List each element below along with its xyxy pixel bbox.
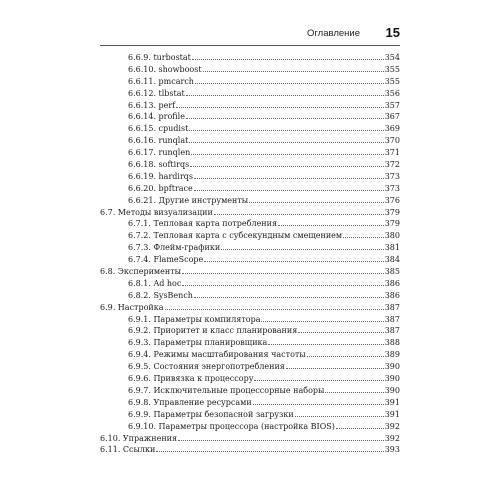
toc-entry-page: 393: [384, 445, 400, 455]
toc-entry[interactable]: [100, 135, 400, 147]
toc-entry-page: 357: [384, 100, 400, 110]
toc-entry-title: 6.6.10. showboost: [128, 64, 202, 74]
toc-leader-dots: [178, 433, 384, 441]
toc-entry-page: 373: [384, 171, 400, 181]
toc-leader-dots: [253, 397, 384, 405]
toc-entry-page: 356: [384, 88, 400, 98]
toc-entry-page: 355: [384, 76, 400, 86]
toc-leader-dots: [194, 171, 384, 179]
toc-entry[interactable]: [100, 88, 400, 100]
toc-entry-page: 390: [384, 362, 400, 372]
toc-entry[interactable]: [100, 52, 400, 64]
toc-leader-dots: [203, 64, 384, 72]
toc-entry-title: 6.9.6. Привязка к процессору: [128, 374, 254, 384]
toc-entry-page: 367: [384, 112, 400, 122]
toc-entry-page: 381: [384, 243, 400, 253]
toc-entry-title: 6.9.8. Управление ресурсами: [128, 397, 252, 407]
toc-leader-dots: [295, 409, 384, 417]
toc-entry-title: 6.6.13. perf: [128, 100, 176, 110]
toc-entry-page: 387: [384, 314, 400, 324]
toc-leader-dots: [214, 207, 384, 215]
toc-leader-dots: [182, 266, 384, 274]
toc-entry-title: 6.8.1. Ad hoc: [128, 278, 182, 288]
toc-entry-page: 384: [384, 255, 400, 265]
toc-leader-dots: [190, 159, 383, 167]
toc-entry[interactable]: [100, 325, 400, 337]
toc-entry-page: 380: [384, 231, 400, 241]
toc-leader-dots: [194, 183, 384, 191]
toc-entry-title: 6.9.4. Режимы масштабирования частоты: [128, 350, 306, 360]
toc-entry-page: 369: [384, 124, 400, 134]
toc-entry[interactable]: [100, 64, 400, 76]
toc-entry-title: 6.7.1. Тепловая карта потребления: [128, 219, 278, 229]
toc-leader-dots: [189, 123, 383, 131]
toc-entry-title: 6.7. Методы визуализации: [100, 207, 213, 217]
toc-entry[interactable]: [100, 195, 400, 207]
toc-entry-title: 6.9.9. Параметры безопасной загрузки: [128, 409, 294, 419]
toc-leader-dots: [336, 421, 384, 429]
toc-entry-page: 391: [384, 397, 400, 407]
toc-entry[interactable]: [100, 278, 400, 290]
toc-entry-title: 6.9.1. Параметры компилятора: [128, 314, 261, 324]
toc-entry[interactable]: [100, 421, 400, 433]
running-header-title: Оглавление: [307, 28, 360, 39]
header-rule: [100, 45, 400, 46]
toc-leader-dots: [298, 325, 383, 333]
toc-leader-dots: [278, 218, 384, 226]
toc-entry[interactable]: [100, 385, 400, 397]
toc-leader-dots: [195, 76, 384, 84]
toc-entry-page: 355: [384, 64, 400, 74]
toc-entry-page: 388: [384, 338, 400, 348]
toc-entry[interactable]: [100, 76, 400, 88]
toc-entry[interactable]: [100, 100, 400, 112]
toc-entry-title: 6.6.17. runqlen: [128, 148, 191, 158]
toc-entry-title: 6.8. Эксперименты: [100, 267, 182, 277]
toc-entry-page: 390: [384, 374, 400, 384]
toc-entry-title: 6.6.21. Другие инструменты: [128, 195, 249, 205]
toc-entry-title: 6.10. Упражнения: [100, 433, 178, 443]
toc-entry[interactable]: [100, 218, 400, 230]
toc-entry-page: 385: [384, 267, 400, 277]
toc-entry-page: 372: [384, 160, 400, 170]
toc-leader-dots: [261, 314, 383, 322]
toc-entry-title: 6.11. Ссылки: [100, 445, 156, 455]
toc-entry-title: 6.9.5. Состояния энергопотребления: [128, 362, 285, 372]
running-header: [100, 24, 400, 46]
toc-entry[interactable]: [100, 397, 400, 409]
toc-entry-title: 6.6.15. cpudist: [128, 124, 189, 134]
toc-leader-dots: [194, 290, 384, 298]
toc-entry[interactable]: [100, 409, 400, 421]
toc-leader-dots: [307, 349, 384, 357]
toc-entry-title: 6.6.16. runqlat: [128, 136, 189, 146]
toc-leader-dots: [325, 385, 383, 393]
toc-leader-dots: [254, 373, 383, 381]
table-of-contents: [100, 52, 400, 456]
toc-entry[interactable]: [100, 433, 400, 445]
toc-entry-title: 6.6.18. softirqs: [128, 160, 190, 170]
toc-entry[interactable]: [100, 111, 400, 123]
toc-leader-dots: [268, 337, 383, 345]
toc-leader-dots: [189, 135, 383, 143]
toc-entry-title: 6.9.2. Приоритет и класс планирования: [128, 326, 298, 336]
toc-entry-page: 376: [384, 195, 400, 205]
toc-entry[interactable]: [100, 147, 400, 159]
toc-entry[interactable]: [100, 207, 400, 219]
toc-entry[interactable]: [100, 266, 400, 278]
toc-entry[interactable]: [100, 337, 400, 349]
toc-entry[interactable]: [100, 314, 400, 326]
toc-entry-title: 6.6.11. pmcarch: [128, 76, 194, 86]
toc-leader-dots: [182, 278, 383, 286]
toc-entry-page: 392: [384, 421, 400, 431]
toc-entry-page: 390: [384, 385, 400, 395]
toc-entry-title: 6.9.7. Исключительные процессорные наборы: [128, 385, 325, 395]
toc-entry[interactable]: [100, 290, 400, 302]
toc-entry[interactable]: [100, 302, 400, 314]
toc-leader-dots: [186, 111, 384, 119]
toc-entry-title: 6.6.20. bpftrace: [128, 183, 193, 193]
toc-entry-page: 391: [384, 409, 400, 419]
toc-entry[interactable]: [100, 349, 400, 361]
toc-leader-dots: [221, 242, 384, 250]
toc-entry-title: 6.8.2. SysBench: [128, 290, 193, 300]
toc-entry-page: 371: [384, 148, 400, 158]
toc-entry-page: 354: [384, 53, 400, 62]
toc-entry-title: 6.6.9. turbostat: [128, 53, 191, 62]
toc-entry-page: 373: [384, 183, 400, 193]
toc-entry-title: 6.7.3. Флейм-графики: [128, 243, 221, 253]
toc-entry-title: 6.9. Настройка: [100, 302, 164, 312]
toc-entry[interactable]: [100, 183, 400, 195]
toc-entry-page: 387: [384, 326, 400, 336]
toc-entry-page: 387: [384, 302, 400, 312]
toc-leader-dots: [191, 147, 383, 155]
toc-leader-dots: [165, 302, 384, 310]
toc-entry-title: 6.6.19. hardirqs: [128, 171, 194, 181]
toc-leader-dots: [176, 100, 384, 108]
toc-leader-dots: [249, 195, 384, 203]
toc-entry[interactable]: [100, 444, 400, 456]
toc-leader-dots: [186, 88, 384, 96]
toc-entry-page: 392: [384, 433, 400, 443]
toc-entry-title: 6.7.4. FlameScope: [128, 255, 204, 265]
toc-entry-page: 379: [384, 219, 400, 229]
toc-entry[interactable]: [100, 361, 400, 373]
page-number: 15: [385, 25, 400, 40]
toc-entry[interactable]: [100, 242, 400, 254]
toc-leader-dots: [156, 444, 383, 452]
toc-entry-page: 386: [384, 278, 400, 288]
toc-entry[interactable]: [100, 123, 400, 135]
toc-entry-title: 6.6.12. tlbstat: [128, 88, 185, 98]
toc-leader-dots: [286, 361, 384, 369]
toc-entry-page: 379: [384, 207, 400, 217]
toc-entry[interactable]: [100, 159, 400, 171]
toc-leader-dots: [192, 52, 384, 60]
toc-entry[interactable]: [100, 171, 400, 183]
toc-entry-title: 6.9.10. Параметры процессора (настройка BIOS): [128, 421, 335, 431]
toc-entry[interactable]: [100, 373, 400, 385]
toc-entry[interactable]: [100, 230, 400, 242]
toc-entry-page: 389: [384, 350, 400, 360]
toc-entry-title: 6.9.3. Параметры планировщика: [128, 338, 268, 348]
toc-entry-title: 6.6.14. profile: [128, 112, 185, 122]
toc-entry-title: 6.7.2. Тепловая карта с субсекундным смещением: [128, 231, 343, 241]
toc-leader-dots: [204, 254, 383, 262]
toc-entry[interactable]: [100, 254, 400, 266]
toc-leader-dots: [343, 230, 384, 238]
toc-entry-page: 370: [384, 136, 400, 146]
toc-entry-page: 386: [384, 290, 400, 300]
